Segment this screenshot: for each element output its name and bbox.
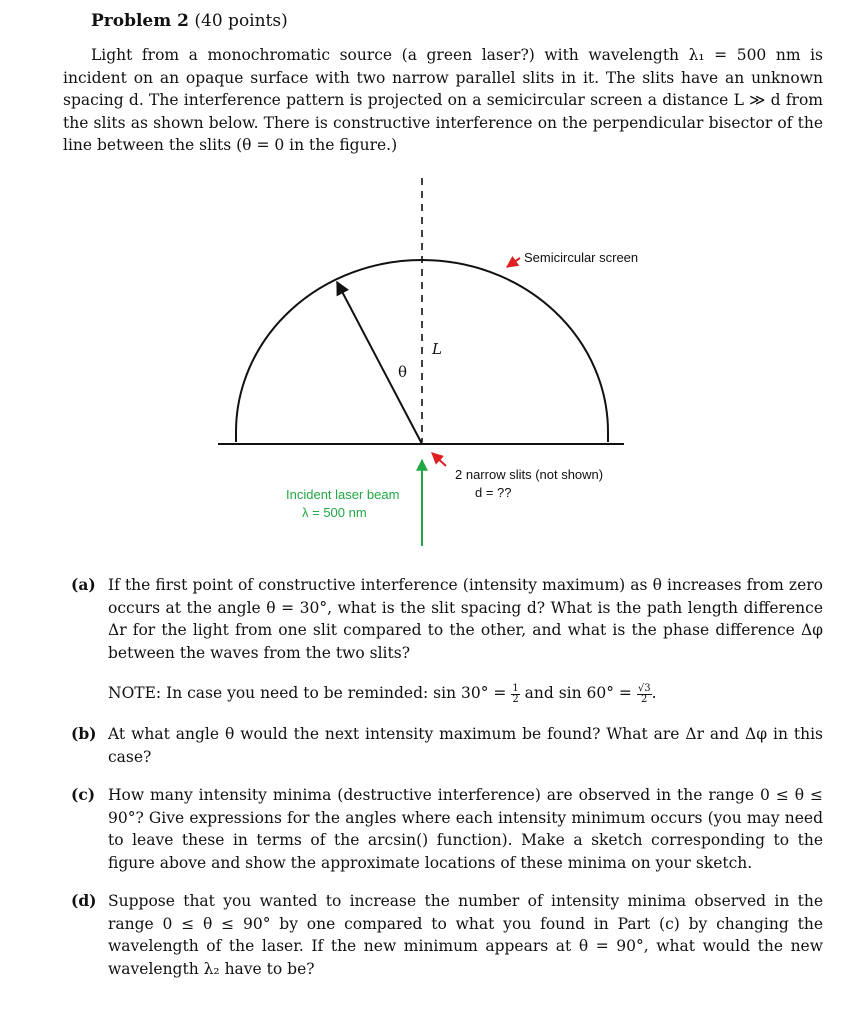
part-a — [71, 574, 823, 664]
part-b-text: At what angle θ would the next intensity maximum be found? What are Δr and Δφ in this case? — [108, 725, 823, 766]
screen-label: Semicircular screen — [524, 250, 639, 265]
radius-arrow — [337, 282, 422, 444]
part-b — [71, 723, 823, 768]
problem-number: Problem 2 — [91, 11, 189, 31]
part-b-label: (b) — [71, 724, 97, 743]
note-line — [108, 682, 828, 705]
fraction-numerator: √3 — [637, 682, 651, 694]
note-prefix: NOTE: In case you need to be reminded: sin 30° = — [108, 684, 507, 702]
fraction-denominator: 2 — [641, 693, 648, 705]
part-c-label: (c) — [71, 785, 96, 804]
fraction-one-half — [511, 684, 519, 705]
part-c — [71, 784, 823, 874]
problem-intro — [63, 44, 823, 157]
intro-paragraph: Light from a monochromatic source (a green laser?) with wavelength λ₁ = 500 nm is incident on an opaque surface with two narrow parallel slits in it. The slits have an unknown spacing d. The interference pattern is projected on a semicircular screen a distance L ≫ d from the slits as shown below. There is constructive interference on the perpendicular bisector of the line between the slits (θ = 0 in the figure.) — [63, 46, 823, 155]
part-d-text: Suppose that you wanted to increase the number of intensity minima observed in the range 0 ≤ θ ≤ 90° by one compared to what you found in Part (c) by changing the wavelength of the laser. If the new minimum appears at θ = 90°, what would the new wavelength λ₂ have to be? — [108, 892, 823, 978]
problem-title — [91, 10, 288, 32]
angle-label: θ — [398, 363, 408, 381]
fraction-numerator: 1 — [512, 682, 519, 694]
part-a-label: (a) — [71, 575, 96, 594]
fraction-denominator: 2 — [512, 693, 519, 705]
length-label: L — [432, 340, 442, 358]
beam-label: Incident laser beam — [286, 487, 400, 502]
slits-pointer-arrow — [432, 453, 446, 466]
interference-figure — [0, 170, 847, 555]
note-end: . — [651, 684, 657, 702]
part-a-text: If the first point of constructive interference (intensity maximum) as θ increases from zero occurs at the angle θ = 30°, what is the slit spacing d? What is the path length difference Δr for the light from one slit compared to the other, and what is the phase difference Δφ between the waves from the two slits? — [108, 576, 823, 662]
slits-label: 2 narrow slits (not shown) — [455, 467, 604, 482]
part-c-text: How many intensity minima (destructive interference) are observed in the range 0 ≤ θ ≤ 90°? Give expressions for the angles where each intensity minimum occurs (you may need to leave these in terms of the arcsin() function). Make a sketch corresponding to the figure above and show the approximate locations of these minima on your sketch. — [108, 786, 823, 872]
fraction-root3-over-2 — [637, 684, 652, 705]
note-middle: and sin 60° = — [524, 684, 632, 702]
screen-pointer-arrow — [507, 258, 520, 267]
slits-spacing-label: d = ?? — [475, 485, 512, 500]
part-d — [71, 890, 823, 980]
beam-wavelength-label: λ = 500 nm — [302, 505, 367, 520]
part-d-label: (d) — [71, 891, 97, 910]
problem-points: (40 points) — [194, 11, 288, 31]
